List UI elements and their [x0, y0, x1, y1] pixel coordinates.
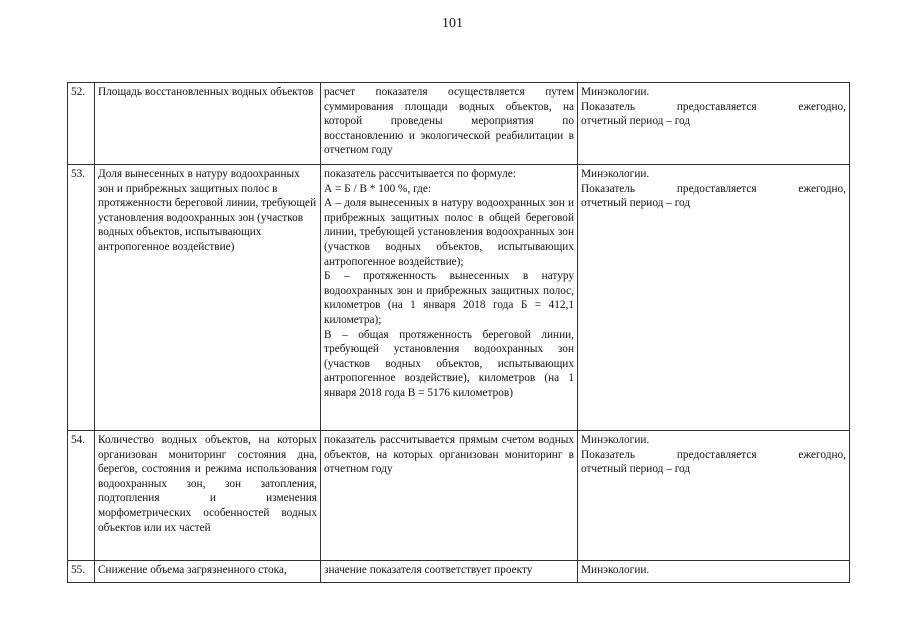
method-line: показатель рассчитывается по формуле: [324, 168, 516, 180]
source-text-line1: Показатель предоставляется ежегодно, [581, 182, 846, 195]
source-title: Минэкологии. [581, 168, 650, 180]
source-text [581, 182, 846, 211]
calculation-method [321, 83, 578, 165]
calculation-method [321, 431, 578, 561]
source-text [581, 100, 846, 129]
row-number: 55. [68, 561, 95, 583]
source-text-line1: Показатель предоставляется ежегодно, [581, 100, 846, 113]
table-row [68, 165, 850, 431]
source-text-line2: отчетный период – год [581, 197, 691, 210]
row-number: 52. [68, 83, 95, 165]
source-text [581, 448, 846, 477]
method-line: В – общая протяженность береговой линии, требующей установления водоохранных зон (участков водных объектов, испытывающих антропогенное воздействие), километров (на 1 января 2018 года В = 5176 километров) [324, 328, 574, 399]
row-number: 54. [68, 431, 95, 561]
source-text-line2: отчетный период – год [581, 463, 691, 476]
source-title: Минэкологии. [581, 564, 650, 576]
table-row [68, 561, 850, 583]
page-number: 101 [442, 16, 463, 31]
method-line: расчет показателя осуществляется путем суммирования площади водных объектов, на которой проведены мероприятия по восстановлению и экологической реабилитации в отчетном году [324, 86, 574, 157]
indicator-name: Доля вынесенных в натуру водоохранных зон и прибрежных защитных полос в протяженности береговой линии, требующей установления водоохранных зон (участков водных объектов, испытывающих антропогенное воздействие) [95, 165, 321, 431]
calculation-method [321, 561, 578, 583]
table-row [68, 83, 850, 165]
method-line: Б – протяженность вынесенных в натуру водоохранных зон и прибрежных защитных полос, километров (на 1 января 2018 года Б = 412,1 километра); [324, 270, 574, 326]
source-title: Минэкологии. [581, 434, 650, 446]
indicator-name: Количество водных объектов, на которых организован мониторинг состояния дна, берегов, состояния и режима использования водоохранных зон, зон затопления, подтопления и изменения морфометрических особенностей водных объектов или их частей [95, 431, 321, 561]
method-line: показатель рассчитывается прямым счетом водных объектов, на которых организован мониторинг в отчетном году [324, 434, 574, 476]
method-line: значение показателя соответствует проекту [324, 564, 533, 576]
data-source [578, 561, 850, 583]
indicators-table [67, 82, 850, 583]
indicator-name: Снижение объема загрязненного стока, [95, 561, 321, 583]
data-source [578, 165, 850, 431]
data-source [578, 83, 850, 165]
source-title: Минэкологии. [581, 86, 650, 98]
source-text-line2: отчетный период – год [581, 115, 691, 128]
source-text-line1: Показатель предоставляется ежегодно, [581, 448, 846, 461]
indicator-name: Площадь восстановленных водных объектов [95, 83, 321, 165]
method-line: А – доля вынесенных в натуру водоохранных зон и прибрежных защитных полос в общей береговой линии, требующей установления водоохранных зон (участков водных объектов, испытывающих антропогенное воздействие); [324, 197, 574, 268]
method-line: А = Б / В * 100 %, где: [324, 182, 432, 195]
row-number: 53. [68, 165, 95, 431]
data-source [578, 431, 850, 561]
table-row [68, 431, 850, 561]
calculation-method [321, 165, 578, 431]
